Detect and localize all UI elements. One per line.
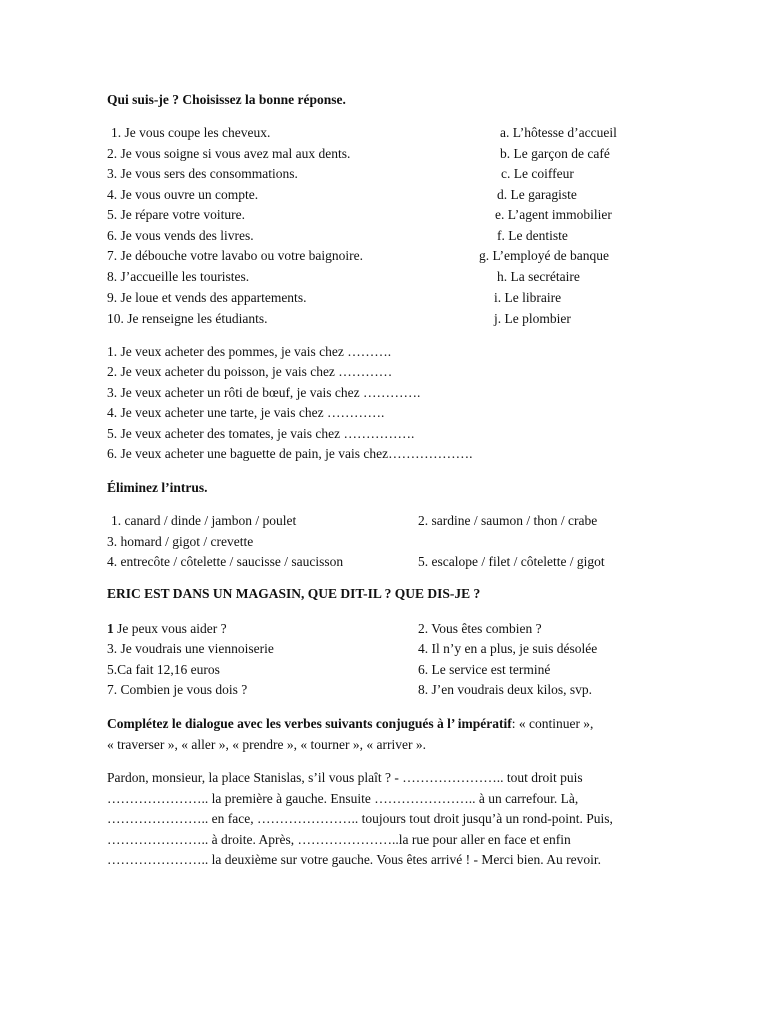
s4-item-3: 3. Je voudrais une viennoiserie bbox=[107, 641, 274, 656]
s2-line-5: 5. Je veux acheter des tomates, je vais chez ……………. bbox=[107, 426, 415, 441]
s1-right-d: d. Le garagiste bbox=[497, 187, 577, 202]
s2-line-4: 4. Je veux acheter une tarte, je vais chez …………. bbox=[107, 405, 385, 420]
s3-item-1: 1. canard / dinde / jambon / poulet bbox=[111, 513, 297, 528]
s2-line-2: 2. Je veux acheter du poisson, je vais chez ………… bbox=[107, 364, 393, 379]
s1-right-j: j. Le plombier bbox=[494, 311, 571, 326]
s1-left-4: 4. Je vous ouvre un compte. bbox=[107, 187, 259, 202]
s1-left-8: 8. J’accueille les touristes. bbox=[107, 269, 250, 284]
s1-left-7: 7. Je débouche votre lavabo ou votre baignoire. bbox=[107, 248, 364, 263]
s4-item-8: 8. J’en voudrais deux kilos, svp. bbox=[418, 682, 592, 697]
s4-item-1-num: 1 bbox=[107, 621, 114, 636]
section1-title: Qui suis-je ? Choisissez la bonne réponse. bbox=[107, 92, 346, 107]
s1-right-h: h. La secrétaire bbox=[497, 269, 580, 284]
s1-left-1: 1. Je vous coupe les cheveux. bbox=[111, 125, 271, 140]
s1-left-10: 10. Je renseigne les étudiants. bbox=[107, 311, 268, 326]
s4-item-6: 6. Le service est terminé bbox=[418, 662, 551, 677]
section5-paragraph: Pardon, monsieur, la place Stanislas, s’il vous plaît ? - ………………….. tout droit puis ………………….. la première à gauche. Ensuite ………………….. à un carrefour. Là, ………………….. en face, ………………….. toujours tout droit jusqu’à un rond-point. Puis, ………………….. à droite. Après, …………………..la rue pour aller en face et enfin ………………….. la deuxième sur votre gauche. Vous êtes arrivé ! - Merci bien. Au revoir. bbox=[107, 770, 613, 868]
section5-title-line2: « traverser », « aller », « prendre », « tourner », « arriver ». bbox=[107, 737, 427, 752]
s1-right-e: e. L’agent immobilier bbox=[495, 207, 612, 222]
section5-title-rest: : « continuer », bbox=[511, 716, 594, 731]
s1-left-6: 6. Je vous vends des livres. bbox=[107, 228, 254, 243]
section3-title: Éliminez l’intrus. bbox=[107, 480, 208, 495]
s1-right-c: c. Le coiffeur bbox=[501, 166, 574, 181]
s4-item-1 bbox=[107, 619, 227, 639]
s4-item-4: 4. Il n’y en a plus, je suis désolée bbox=[418, 641, 598, 656]
s1-left-9: 9. Je loue et vends des appartements. bbox=[107, 290, 307, 305]
s1-right-a: a. L’hôtesse d’accueil bbox=[500, 125, 617, 140]
s1-left-2: 2. Je vous soigne si vous avez mal aux dents. bbox=[107, 146, 351, 161]
s4-item-7: 7. Combien je vous dois ? bbox=[107, 682, 248, 697]
s3-item-2: 2. sardine / saumon / thon / crabe bbox=[418, 513, 598, 528]
s2-line-6: 6. Je veux acheter une baguette de pain, je vais chez………………. bbox=[107, 446, 473, 461]
s2-line-3: 3. Je veux acheter un rôti de bœuf, je vais chez …………. bbox=[107, 385, 421, 400]
s1-left-3: 3. Je vous sers des consommations. bbox=[107, 166, 298, 181]
s4-item-1-text: Je peux vous aider ? bbox=[113, 621, 227, 636]
s3-item-5: 5. escalope / filet / côtelette / gigot bbox=[418, 554, 605, 569]
section5-title-bold: Complétez le dialogue avec les verbes suivants conjugués à l’ impératif bbox=[107, 716, 512, 731]
s1-right-b: b. Le garçon de café bbox=[500, 146, 610, 161]
s1-right-g: g. L’employé de banque bbox=[479, 248, 609, 263]
s4-item-5: 5.Ca fait 12,16 euros bbox=[107, 662, 220, 677]
s3-item-3: 3. homard / gigot / crevette bbox=[107, 534, 254, 549]
s4-item-2: 2. Vous êtes combien ? bbox=[418, 621, 542, 636]
s1-right-i: i. Le libraire bbox=[494, 290, 562, 305]
section5-title bbox=[107, 714, 593, 734]
s1-left-5: 5. Je répare votre voiture. bbox=[107, 207, 245, 222]
s1-right-f: f. Le dentiste bbox=[497, 228, 568, 243]
section4-title: ERIC EST DANS UN MAGASIN, QUE DIT-IL ? QUE DIS-JE ? bbox=[107, 586, 481, 601]
s2-line-1: 1. Je veux acheter des pommes, je vais chez ………. bbox=[107, 344, 392, 359]
s3-item-4: 4. entrecôte / côtelette / saucisse / saucisson bbox=[107, 554, 344, 569]
